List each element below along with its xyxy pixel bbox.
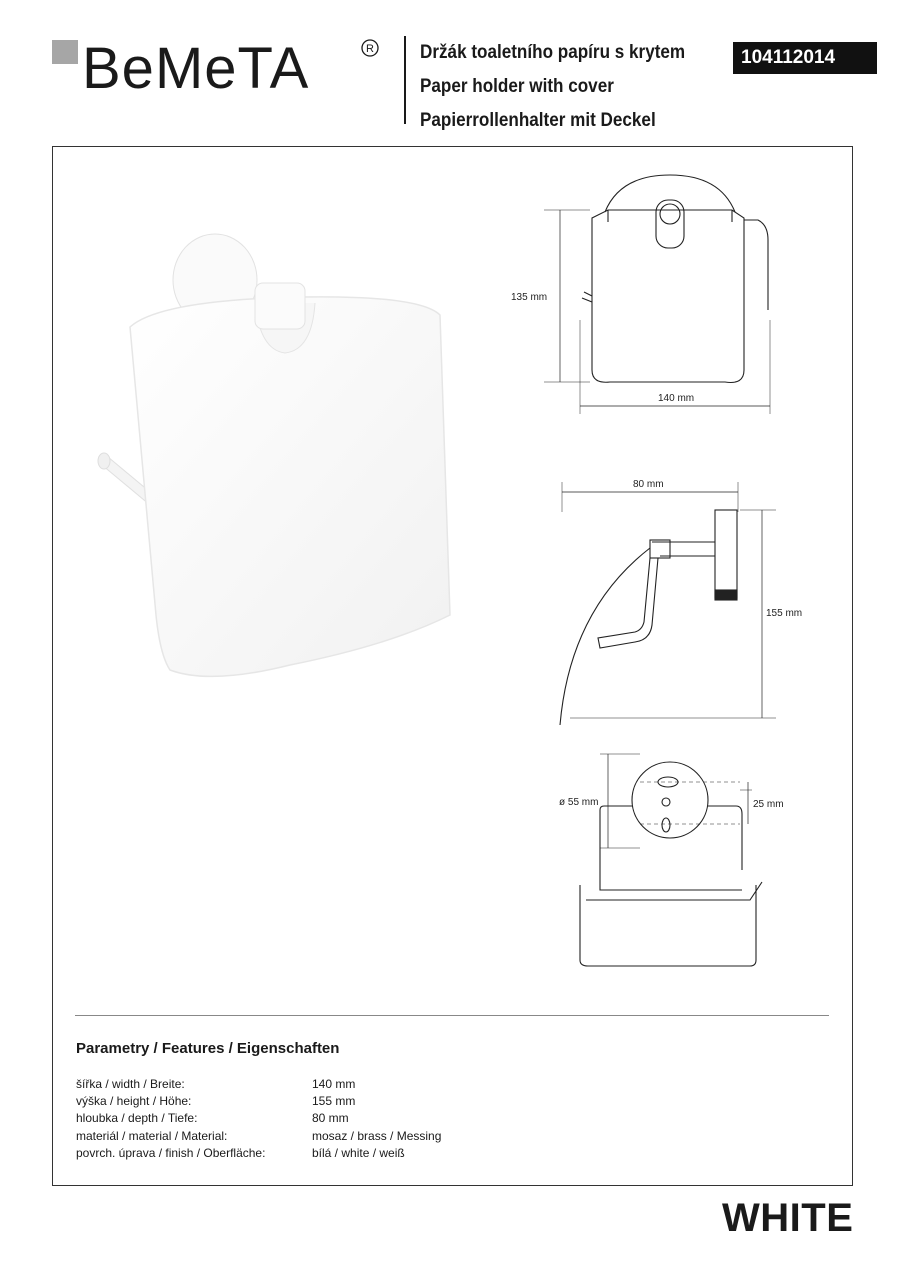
bemeta-logo (52, 36, 382, 96)
feature-row (76, 1093, 441, 1110)
feature-label: šířka / width / Breite: (76, 1077, 185, 1091)
title-czech: Držák toaletního papíru s krytem (420, 42, 686, 63)
feature-label: materiál / material / Material: (76, 1128, 228, 1143)
cover-plate (130, 297, 450, 677)
logo-gray-square (52, 40, 78, 64)
side-height-label: 155 mm (766, 608, 803, 619)
features-divider (75, 1015, 829, 1016)
feature-row (76, 1128, 441, 1145)
features-table (76, 1076, 441, 1162)
feature-value: mosaz / brass / Messing (312, 1128, 442, 1143)
feature-label: výška / height / Höhe: (76, 1094, 192, 1109)
product-photo (90, 215, 490, 685)
top-view (580, 754, 762, 966)
holder-post (255, 283, 305, 329)
feature-value: 140 mm (312, 1077, 356, 1091)
feature-row (76, 1110, 441, 1127)
header-separator (404, 36, 406, 124)
feature-row (76, 1076, 441, 1093)
front-view (544, 175, 770, 414)
front-height-label: 135 mm (511, 292, 548, 303)
product-code: 104112014 (733, 42, 877, 74)
feature-label: hloubka / depth / Tiefe: (76, 1111, 198, 1126)
feature-row (76, 1145, 441, 1162)
feature-value: 80 mm (312, 1111, 349, 1126)
features-heading: Parametry / Features / Eigenschaften (76, 1040, 340, 1057)
feature-label: povrch. úprava / finish / Oberfläche: (76, 1145, 266, 1160)
logo-wordmark: BeMeTA (82, 36, 310, 96)
product-titles (420, 36, 685, 138)
top-diameter-label: ø 55 mm (559, 797, 599, 808)
side-depth-label: 80 mm (633, 479, 664, 490)
front-width-label: 140 mm (658, 393, 695, 404)
title-english: Paper holder with cover (420, 76, 614, 97)
top-offset-label: 25 mm (753, 799, 784, 810)
registered-mark: R (366, 43, 374, 55)
title-german: Papierrollenhalter mit Deckel (420, 110, 656, 131)
side-view (560, 482, 776, 725)
feature-value: bílá / white / weiß (312, 1145, 405, 1160)
technical-drawings (500, 170, 840, 980)
finish-color-name: WHITE (722, 1196, 854, 1240)
feature-value: 155 mm (312, 1094, 356, 1109)
